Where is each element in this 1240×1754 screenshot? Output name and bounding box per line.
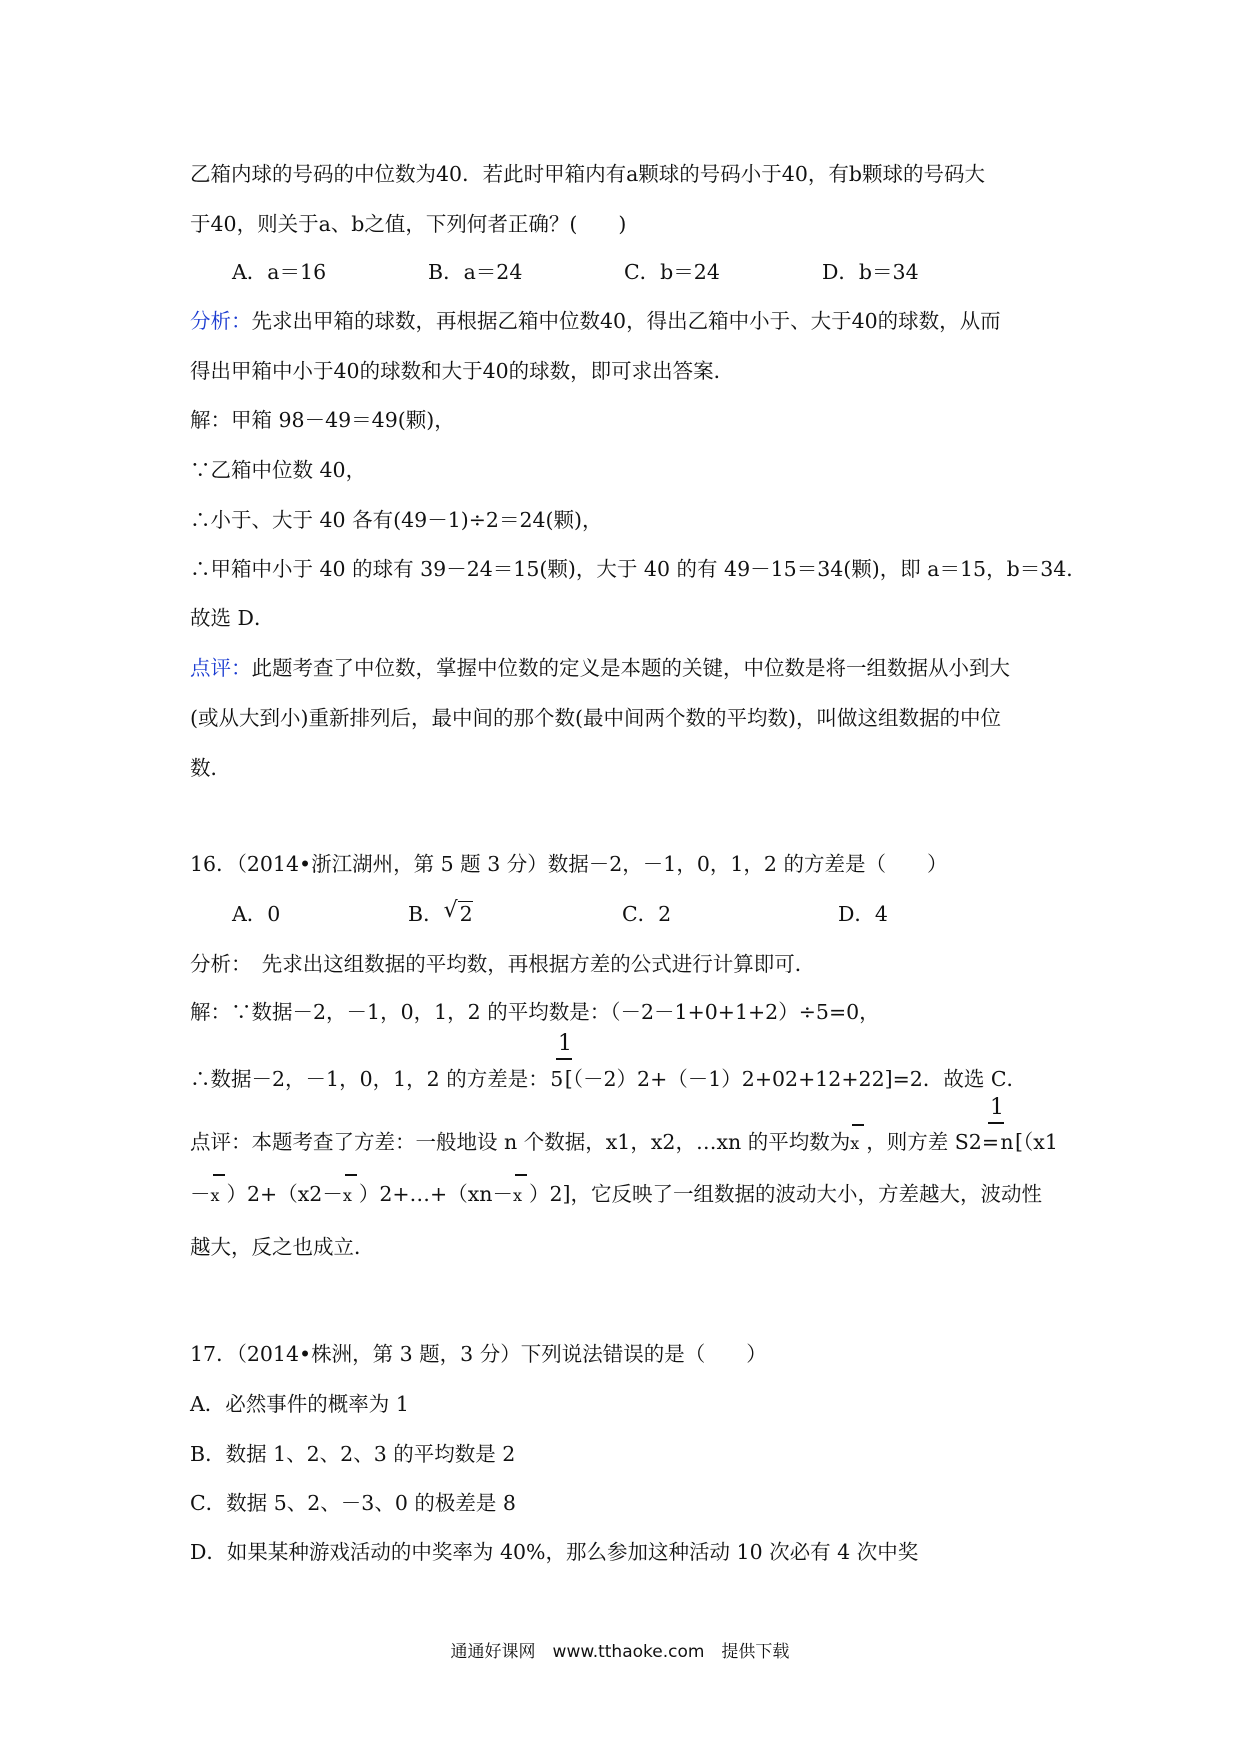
q16-c2-d: ）2]，它反映了一组数据的波动大小，方差越大，波动性: [529, 1182, 1043, 1206]
xbar-text-3: x: [342, 1186, 352, 1205]
xbar-symbol-4: [513, 1182, 529, 1210]
comment-text-1: 此题考查了中位数，掌握中位数的定义是本题的关键，中位数是将一组数据从小到大: [251, 656, 1010, 680]
q16-choice-a: A．0: [232, 902, 281, 926]
q16-comment-mid: ，则方差 S2=: [866, 1130, 1000, 1154]
q16-choice-d: D．4: [838, 902, 888, 926]
xbar-text-2: x: [210, 1186, 220, 1205]
q16-choice-c: C．2: [622, 902, 672, 926]
fraction-denominator: 5: [550, 1067, 564, 1091]
fraction-numerator: 1: [558, 1031, 572, 1056]
fraction2-numerator: 1: [990, 1095, 1004, 1120]
xbar-symbol-2: [211, 1182, 227, 1210]
q17-choice-d: D．如果某种游戏活动的中奖率为 40%，那么参加这种活动 10 次必有 4 次中奖: [190, 1540, 919, 1564]
q16-comment-prefix: 点评：本题考查了方差：一般地设 n 个数据，x1，x2，…xn 的平均数为: [190, 1130, 851, 1154]
sqrt-symbol: [444, 900, 473, 928]
q16-c2-b: ）2+（x2－: [226, 1182, 343, 1206]
q17-choice-a: A．必然事件的概率为 1: [190, 1392, 409, 1416]
fraction-bar: [556, 1058, 572, 1060]
q16-sol2-suffix: [（－2）2+（－1）2+02+12+22]=2．故选 C．: [564, 1067, 1028, 1091]
analysis-line-2: 得出甲箱中小于40的球数和大于40的球数，即可求出答案．: [190, 359, 735, 383]
solution-line-3: ∴小于、大于 40 各有(49－1)÷2＝24(颗)，: [190, 508, 603, 532]
fraction2-denominator: n: [1000, 1130, 1014, 1154]
choice-b: B．a＝24: [428, 260, 523, 284]
comment-line-3: 数．: [190, 756, 231, 780]
problem-text-line-2: 于40，则关于a、b之值，下列何者正确？( ): [190, 212, 627, 236]
q16-sol2-prefix: ∴数据－2，－1，0，1，2 的方差是：: [190, 1067, 549, 1091]
solution-line-1: 解：甲箱 98－49＝49(颗)，: [190, 408, 455, 432]
analysis-line-1: [190, 307, 1001, 335]
xbar-symbol-3: [343, 1182, 359, 1210]
q16-comment-line-2: [190, 1180, 1042, 1210]
q16-analysis: 分析： 先求出这组数据的平均数，再根据方差的公式进行计算即可．: [190, 952, 816, 976]
choice-d: D．b＝34: [822, 260, 919, 284]
q16-comment-line-1: [190, 1128, 1058, 1158]
analysis-label: 分析：: [190, 309, 252, 333]
q17-choice-c: C．数据 5、2、－3、0 的极差是 8: [190, 1491, 516, 1515]
xbar-overline-4: [515, 1174, 527, 1176]
xbar-overline: [852, 1124, 864, 1126]
q17-choice-b: B．数据 1、2、2、3 的平均数是 2: [190, 1442, 516, 1466]
solution-line-2: ∵乙箱中位数 40，: [190, 458, 367, 482]
comment-label: 点评：: [190, 656, 252, 680]
q16-comment-line-3: 越大，反之也成立．: [190, 1235, 375, 1259]
solution-line-5: 故选 D．: [190, 606, 275, 630]
q16-comment-end1: [（x1: [1015, 1130, 1058, 1154]
xbar-symbol: [850, 1130, 866, 1158]
q16-c2-a: －: [190, 1182, 211, 1206]
xbar-overline-2: [213, 1174, 225, 1176]
q16-solution-line-2: [190, 1065, 1027, 1093]
xbar-overline-3: [345, 1174, 357, 1176]
comment-line-1: [190, 654, 1010, 682]
comment-line-2: (或从大到小)重新排列后，最中间的那个数(最中间两个数的平均数)，叫做这组数据的中位: [190, 706, 1001, 730]
sqrt-radicand: 2: [459, 902, 473, 926]
question-16-stem: 16．（2014•浙江湖州，第 5 题 3 分）数据－2，－1，0，1，2 的方差是（ ）: [190, 852, 948, 876]
xbar-text-4: x: [513, 1186, 523, 1205]
xbar-text: x: [850, 1134, 860, 1153]
page-footer: 通通好课网 www.tthaoke.com 提供下载: [450, 1642, 790, 1662]
choice-a: A．a＝16: [232, 260, 327, 284]
fraction2-bar: [988, 1122, 1004, 1124]
q16-c2-c: ）2+…+（xn－: [358, 1182, 513, 1206]
q16-choice-b-label: B．: [408, 902, 444, 926]
choice-c: C．b＝24: [624, 260, 720, 284]
analysis-text-1: 先求出甲箱的球数，再根据乙箱中位数40，得出乙箱中小于、大于40的球数，从而: [251, 309, 1001, 333]
problem-text-line-1: 乙箱内球的号码的中位数为40．若此时甲箱内有a颗球的号码小于40，有b颗球的号码大: [190, 162, 986, 186]
solution-line-4: ∴甲箱中小于 40 的球有 39－24＝15(颗)，大于 40 的有 49－15＝34(颗)，即 a＝15，b＝34．: [190, 557, 1087, 581]
question-17-stem: 17．（2014•株洲，第 3 题，3 分）下列说法错误的是（ ）: [190, 1342, 767, 1366]
q16-choice-b: [408, 900, 473, 928]
q16-solution-line-1: 解：∵数据－2，－1，0，1，2 的平均数是：（－2－1+0+1+2）÷5=0，: [190, 1000, 880, 1024]
